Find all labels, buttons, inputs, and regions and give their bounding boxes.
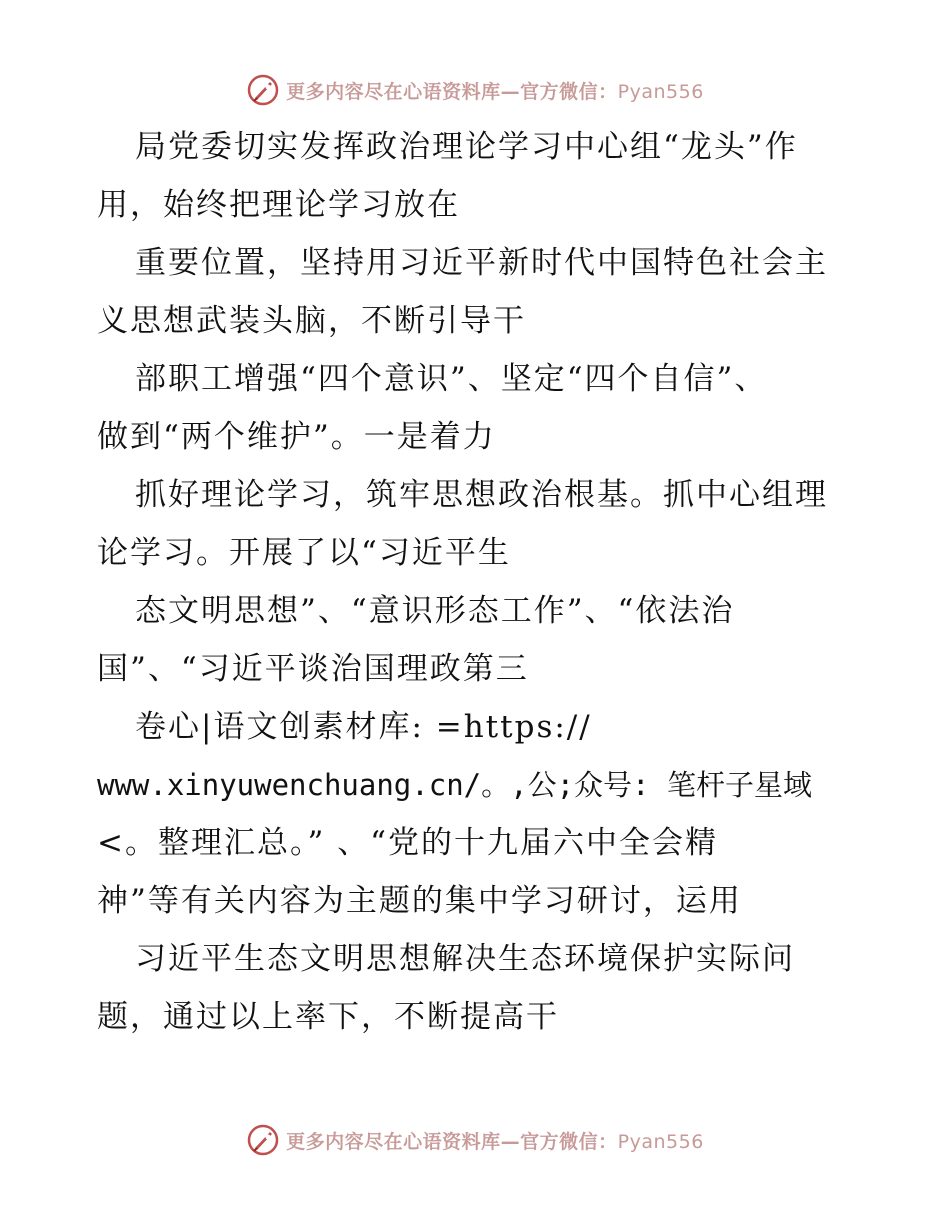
- body-line: 题，通过以上率下，不断提高干: [97, 999, 559, 1035]
- watermark-text: 更多内容尽在心语资料库—官方微信：Pyan556: [286, 80, 704, 103]
- watermark-text: 更多内容尽在心语资料库—官方微信：Pyan556: [286, 1130, 704, 1153]
- body-line: 用，始终把理论学习放在: [97, 187, 460, 223]
- body-line: 神”等有关内容为主题的集中学习研讨，运用: [97, 883, 742, 919]
- body-line-url: www.xinyuwenchuang.cn/。,公;众号: 笔杆子星域: [97, 768, 812, 802]
- document-body: [97, 118, 857, 1046]
- footer-watermark: [0, 1120, 950, 1160]
- body-line: 局党委切实发挥政治理论学习中心组“龙头”作: [135, 129, 798, 165]
- watermark-handle: Pyan556: [617, 80, 704, 103]
- body-line: 重要位置，坚持用习近平新时代中国特色社会主: [135, 245, 828, 281]
- body-line: 习近平生态文明思想解决生态环境保护实际问: [135, 941, 795, 977]
- header-watermark: [0, 70, 950, 110]
- body-line: 抓好理论学习，筑牢思想政治根基。抓中心组理: [135, 477, 828, 513]
- body-line: 态文明思想”、“意识形态工作”、“依法治: [135, 593, 735, 629]
- quill-logo-icon: [246, 73, 280, 107]
- body-line: 论学习。开展了以“习近平生: [97, 535, 511, 571]
- body-line: 国”、“习近平谈治国理政第三: [97, 651, 529, 687]
- body-line: 卷心|语文创素材库: =https://: [135, 709, 592, 745]
- body-line: 义思想武装头脑，不断引导干: [97, 303, 526, 339]
- watermark-handle: Pyan556: [617, 1130, 704, 1153]
- body-line: <。整理汇总。” 、“党的十九届六中全会精: [97, 825, 719, 861]
- body-line: 做到“两个维护”。一是着力: [97, 419, 496, 455]
- body-line: 部职工增强“四个意识”、坚定“四个自信”、: [135, 361, 768, 397]
- quill-logo-icon: [246, 1123, 280, 1157]
